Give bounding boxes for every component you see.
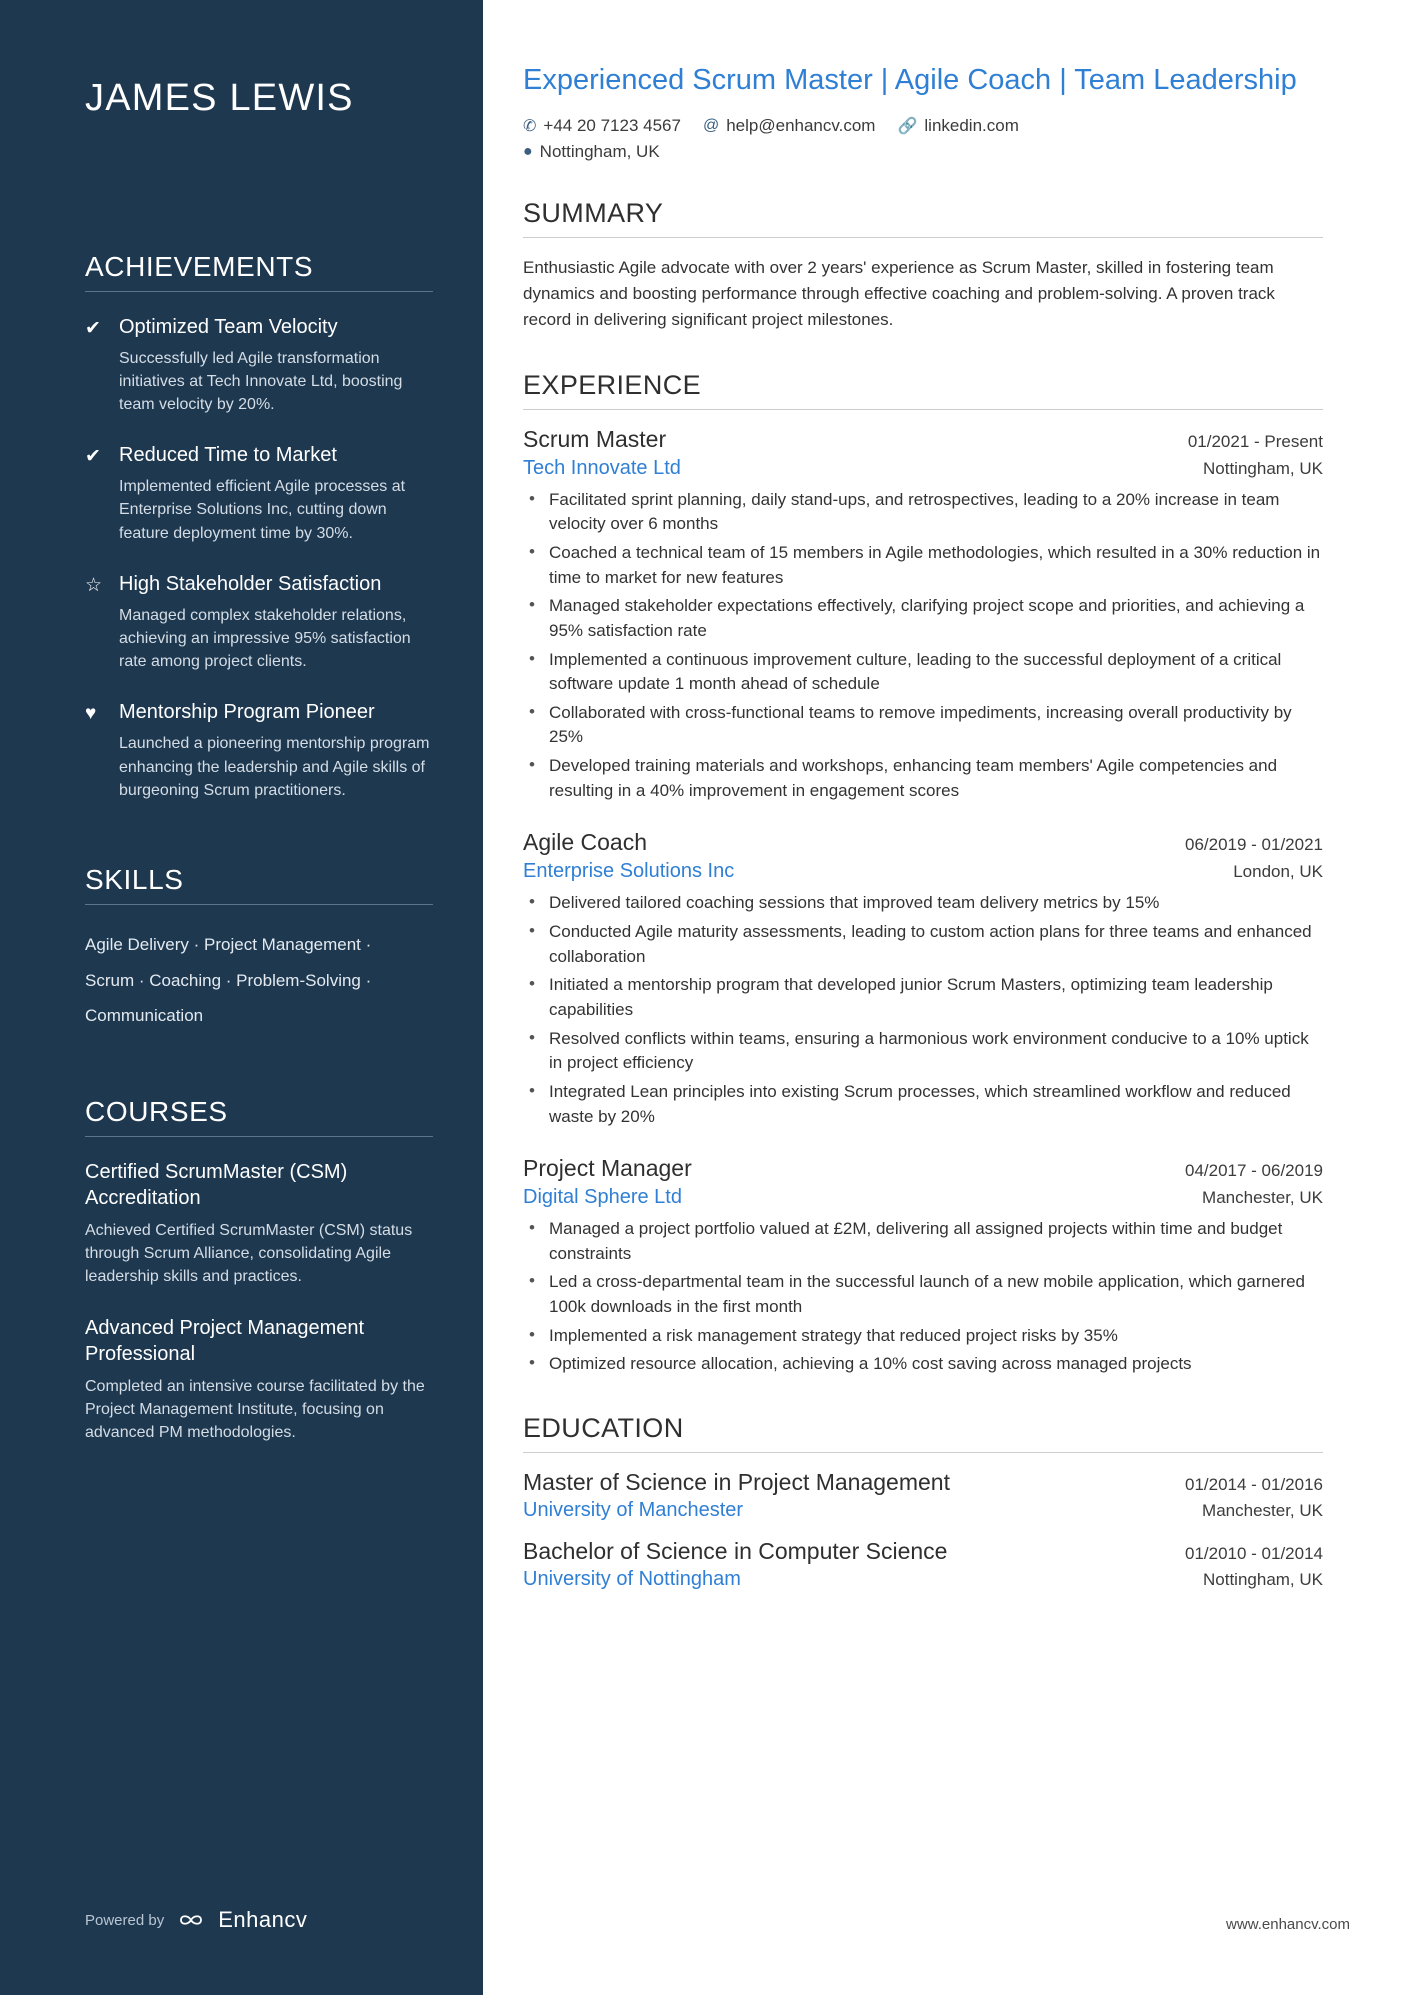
link-icon: 🔗 — [897, 117, 918, 135]
achievements-heading: ACHIEVEMENTS — [85, 250, 314, 282]
divider — [85, 1136, 433, 1137]
degree-title: Master of Science in Project Management — [523, 1469, 950, 1496]
course-item — [85, 1315, 433, 1445]
divider — [85, 904, 433, 905]
contact-email-text: help@enhancv.com — [726, 115, 876, 135]
summary-text: Enthusiastic Agile advocate with over 2 years' experience as Scrum Master, skilled in fostering team dynamics and boosting performance through effective coaching and problem-solving. A proven track record in delivering significant project milestones. — [523, 257, 1275, 330]
powered-by-footer — [85, 1907, 307, 1933]
experience-entry — [523, 426, 1323, 804]
achievement-description: Launched a pioneering mentorship program enhancing the leadership and Agile skills of burgeoning Scrum practitioners. — [119, 735, 430, 799]
skills-line-3: Communication — [85, 1006, 204, 1026]
course-description: Completed an intensive course facilitated by the Project Management Institute, focusing on advanced PM methodologies. — [85, 1377, 425, 1441]
achievement-item — [85, 314, 433, 417]
achievement-title: Optimized Team Velocity — [119, 315, 338, 338]
achievement-title: Mentorship Program Pioneer — [119, 701, 375, 724]
check-icon: ✔ — [85, 446, 101, 468]
experience-entry — [523, 1155, 1323, 1377]
job-date: 04/2017 - 06/2019 — [1184, 1161, 1323, 1181]
job-bullet: • Facilitated sprint planning, daily stand-ups, and retrospectives, leading to a 20% increase in team velocity over 6 months — [523, 488, 1323, 537]
course-title: Advanced Project Management Professional — [85, 1316, 365, 1365]
contact-email[interactable] — [703, 116, 876, 136]
achievement-title: Reduced Time to Market — [119, 444, 337, 467]
location-icon: ● — [523, 142, 533, 160]
job-company[interactable]: Enterprise Solutions Inc — [523, 860, 735, 883]
skills-line-1: Agile Delivery · Project Management · — [85, 934, 372, 954]
job-title: Project Manager — [523, 1155, 692, 1182]
job-location: Manchester, UK — [1202, 1188, 1323, 1208]
email-icon: @ — [702, 116, 720, 134]
sidebar — [0, 0, 483, 1995]
job-bullets — [523, 488, 1323, 804]
course-item — [85, 1159, 433, 1289]
job-bullet: • Developed training materials and workshops, enhancing team members' Agile competencies and resulting in a 40% improvement in engagement scores — [523, 754, 1323, 803]
candidate-name: JAMES LEWIS — [85, 77, 354, 119]
job-company[interactable]: Tech Innovate Ltd — [523, 456, 681, 479]
job-bullets — [523, 891, 1323, 1129]
degree-date: 01/2014 - 01/2016 — [1184, 1475, 1323, 1495]
powered-by-label: Powered by — [85, 1911, 165, 1929]
achievement-title: High Stakeholder Satisfaction — [119, 572, 382, 595]
job-bullet: • Managed stakeholder expectations effectively, clarifying project scope and priorities, and achieving a 95% satisfaction rate — [523, 594, 1323, 643]
heart-icon: ♥ — [85, 703, 97, 725]
experience-entry — [523, 829, 1323, 1129]
education-entry — [523, 1538, 1323, 1591]
school-name[interactable]: University of Nottingham — [523, 1568, 741, 1591]
job-company[interactable]: Digital Sphere Ltd — [523, 1186, 682, 1209]
course-title: Certified ScrumMaster (CSM) Accreditation — [85, 1161, 348, 1209]
experience-heading: EXPERIENCE — [523, 369, 702, 400]
education-section — [523, 1413, 1323, 1591]
achievement-description: Implemented efficient Agile processes at Enterprise Solutions Inc, cutting down feature deployment time by 30%. — [119, 478, 406, 542]
achievement-item — [85, 571, 433, 674]
achievement-item — [85, 699, 433, 802]
divider — [523, 237, 1323, 238]
achievement-item — [85, 442, 433, 545]
job-bullet: • Resolved conflicts within teams, ensuring a harmonious work environment conducive to a 10% uptick in project efficiency — [523, 1027, 1323, 1076]
job-bullet: • Managed a project portfolio valued at £2M, delivering all assigned projects within time and budget constraints — [523, 1217, 1323, 1266]
job-bullet: • Collaborated with cross-functional teams to remove impediments, increasing overall productivity by 25% — [523, 701, 1323, 750]
school-location: Manchester, UK — [1202, 1501, 1323, 1521]
summary-heading: SUMMARY — [523, 197, 664, 228]
education-entry — [523, 1469, 1323, 1522]
courses-section — [85, 1096, 433, 1444]
star-icon: ☆ — [85, 574, 103, 596]
infinity-logo-icon — [174, 1910, 208, 1930]
school-name[interactable]: University of Manchester — [523, 1499, 744, 1522]
courses-heading: COURSES — [85, 1096, 228, 1127]
job-bullet: • Coached a technical team of 15 members in Agile methodologies, which resulted in a 30% reduction in time to market for new features — [523, 541, 1323, 590]
job-title: Agile Coach — [523, 829, 648, 856]
job-date: 01/2021 - Present — [1187, 431, 1323, 451]
contact-location-text: Nottingham, UK — [539, 141, 660, 161]
job-bullet: • Conducted Agile maturity assessments, leading to custom action plans for three teams and enhanced collaboration — [523, 920, 1323, 969]
website-url[interactable]: www.enhancv.com — [1226, 1916, 1350, 1933]
achievements-section — [85, 251, 433, 802]
job-date: 06/2019 - 01/2021 — [1184, 835, 1323, 855]
job-bullet: • Integrated Lean principles into existing Scrum processes, which streamlined workflow and reduced waste by 20% — [523, 1080, 1323, 1129]
course-description: Achieved Certified ScrumMaster (CSM) status through Scrum Alliance, consolidating Agile leadership skills and practices. — [85, 1222, 413, 1286]
school-location: Nottingham, UK — [1203, 1570, 1323, 1590]
job-bullet: • Optimized resource allocation, achieving a 10% cost saving across managed projects — [523, 1352, 1323, 1377]
divider — [85, 291, 433, 292]
job-bullets — [523, 1217, 1323, 1377]
contact-phone-text: +44 20 7123 4567 — [543, 115, 681, 135]
contact-linkedin[interactable] — [897, 116, 1018, 136]
job-title: Scrum Master — [523, 425, 667, 452]
contact-list — [523, 116, 1143, 162]
contact-linkedin-text: linkedin.com — [924, 115, 1019, 135]
achievement-description: Managed complex stakeholder relations, achieving an impressive 95% satisfaction rate among project clients. — [119, 606, 411, 671]
skills-heading: SKILLS — [85, 863, 184, 895]
skills-section — [85, 864, 433, 1034]
achievement-description: Successfully led Agile transformation initiatives at Tech Innovate Ltd, boosting team velocity by 20%. — [119, 349, 403, 414]
headline: Experienced Scrum Master | Agile Coach | Team Leadership — [523, 64, 1297, 96]
education-heading: EDUCATION — [523, 1413, 684, 1444]
job-bullet: • Implemented a continuous improvement culture, leading to the successful deployment of a critical software update 1 month ahead of schedule — [523, 648, 1323, 697]
divider — [523, 1452, 1323, 1453]
job-bullet: • Initiated a mentorship program that developed junior Scrum Masters, optimizing team leadership capabilities — [523, 973, 1323, 1022]
check-icon: ✔ — [85, 317, 101, 339]
contact-phone[interactable] — [523, 116, 681, 136]
job-bullet: • Delivered tailored coaching sessions that improved team delivery metrics by 15% — [523, 891, 1323, 916]
contact-location — [523, 142, 660, 162]
job-location: London, UK — [1233, 862, 1323, 882]
job-location: Nottingham, UK — [1203, 458, 1323, 478]
phone-icon: ✆ — [523, 117, 537, 135]
brand-name: Enhancv — [218, 1907, 308, 1932]
summary-section — [523, 198, 1323, 334]
degree-date: 01/2010 - 01/2014 — [1184, 1544, 1323, 1564]
experience-section — [523, 370, 1323, 1377]
job-bullet: • Led a cross-departmental team in the successful launch of a new mobile application, which garnered 100k downloads in the first month — [523, 1270, 1323, 1319]
skills-line-2: Scrum · Coaching · Problem-Solving · — [85, 970, 372, 990]
divider — [523, 409, 1323, 410]
main-content — [483, 0, 1410, 1995]
job-bullet: • Implemented a risk management strategy that reduced project risks by 35% — [523, 1324, 1323, 1349]
degree-title: Bachelor of Science in Computer Science — [523, 1538, 948, 1565]
